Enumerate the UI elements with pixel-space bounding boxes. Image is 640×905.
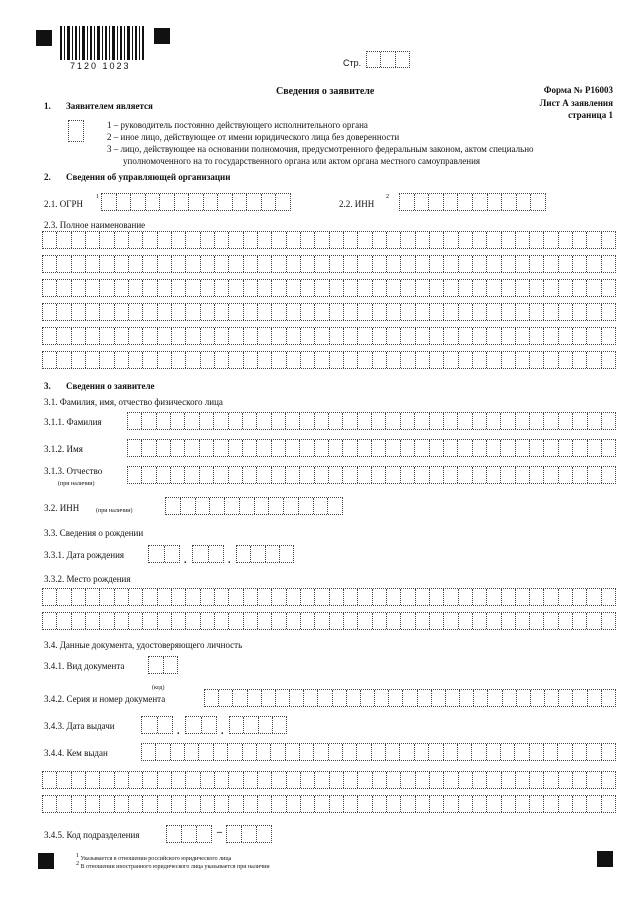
birth-month-field[interactable] [192, 545, 224, 563]
dept-code-dash: – [217, 827, 222, 838]
footnote-2 [76, 860, 270, 871]
ogrn-field[interactable] [101, 193, 291, 211]
section-2-title: Сведения об управляющей организации [66, 172, 231, 182]
org-fullname-field-row[interactable] [42, 231, 616, 249]
barcode-digits: 7120 1023 [70, 61, 131, 71]
birth-date-label: 3.3.1. Дата рождения [44, 550, 125, 560]
org-fullname-label: 2.3. Полное наименование [44, 220, 146, 230]
ogrn-footnote-ref: 1 [96, 194, 99, 200]
person-inn-label: 3.2. ИНН [44, 503, 80, 513]
footnote-2-text: В отношении иностранного юридического лица указывается при наличии [80, 864, 270, 870]
dept-code-field-part2[interactable] [226, 825, 272, 843]
doc-type-field[interactable] [148, 656, 178, 674]
doc-type-note: (код) [152, 685, 165, 691]
id-document-label: 3.4. Данные документа, удостоверяющего личность [44, 640, 243, 650]
person-inn-field[interactable] [165, 497, 343, 515]
doc-series-label: 3.4.2. Серия и номер документа [44, 694, 166, 704]
fio-label: 3.1. Фамилия, имя, отчество физического лица [44, 397, 223, 407]
doc-issuer-field-row[interactable] [42, 795, 616, 813]
org-fullname-field-row[interactable] [42, 327, 616, 345]
first-name-field[interactable] [127, 439, 616, 457]
section-2-number: 2. [44, 172, 51, 182]
surname-label: 3.1.1. Фамилия [44, 417, 102, 427]
birth-info-label: 3.3. Сведения о рождении [44, 528, 144, 538]
birth-day-field[interactable] [148, 545, 180, 563]
birth-date-dot: . [184, 555, 187, 566]
org-inn-footnote-ref: 2 [386, 194, 389, 200]
surname-field[interactable] [127, 412, 616, 430]
doc-series-field[interactable] [204, 689, 616, 707]
patronymic-label: 3.1.3. Отчество [44, 466, 103, 476]
org-fullname-field-row[interactable] [42, 255, 616, 273]
dept-code-label: 3.4.5. Код подразделения [44, 830, 140, 840]
patronymic-field[interactable] [127, 466, 616, 484]
birth-date-dot: . [228, 555, 231, 566]
org-fullname-field-row[interactable] [42, 351, 616, 369]
doc-issue-date-dot: . [221, 726, 224, 737]
sheet-label: Лист А заявления [539, 98, 613, 108]
doc-issuer-label: 3.4.4. Кем выдан [44, 748, 108, 758]
birth-year-field[interactable] [236, 545, 294, 563]
barcode-icon [60, 26, 144, 62]
org-fullname-field-row[interactable] [42, 303, 616, 321]
section-3-title: Сведения о заявителе [66, 381, 155, 391]
patronymic-note: (при наличии) [58, 481, 95, 487]
org-fullname-field-row[interactable] [42, 279, 616, 297]
applicant-option-2: 2 – иное лицо, действующее от имени юридического лица без доверенности [107, 132, 400, 142]
org-inn-field[interactable] [399, 193, 546, 211]
footnote-2-marker: 2 [76, 861, 79, 867]
doc-issuer-field-row[interactable] [42, 771, 616, 789]
corner-marker-bottom-left [38, 853, 54, 869]
first-name-label: 3.1.2. Имя [44, 444, 83, 454]
doc-issue-day-field[interactable] [141, 716, 173, 734]
birth-place-field-row[interactable] [42, 612, 616, 630]
corner-marker-bottom-right [597, 851, 613, 867]
doc-issuer-field-row[interactable] [141, 743, 616, 761]
applicant-option-3-cont: уполномоченного на то государственного органа или актом органа местного самоуправления [123, 156, 481, 166]
page-number-field[interactable] [366, 51, 410, 68]
birth-place-label: 3.3.2. Место рождения [44, 574, 131, 584]
footnote-1-text: Указывается в отношении российского юридического лица [80, 856, 232, 862]
applicant-option-3: 3 – лицо, действующее на основании полномочия, предусмотренного федеральным законом, актом специально [107, 144, 534, 154]
sheet-page-label: страница 1 [568, 110, 613, 120]
section-1-number: 1. [44, 101, 51, 111]
applicant-option-1: 1 – руководитель постоянно действующего исполнительного органа [107, 120, 368, 130]
person-inn-note: (при наличии) [96, 508, 133, 514]
section-3-number: 3. [44, 381, 51, 391]
org-inn-label: 2.2. ИНН [339, 199, 375, 209]
section-1-title: Заявителем является [66, 101, 153, 111]
applicant-type-field[interactable] [68, 120, 84, 142]
corner-marker-top-right [154, 28, 170, 44]
footnote-1-marker: 1 [76, 853, 79, 859]
page-label: Стр. [343, 58, 362, 68]
doc-issue-month-field[interactable] [185, 716, 217, 734]
ogrn-label: 2.1. ОГРН [44, 199, 83, 209]
doc-issue-date-label: 3.4.3. Дата выдачи [44, 721, 115, 731]
doc-issue-date-dot: . [177, 726, 180, 737]
dept-code-field-part1[interactable] [166, 825, 212, 843]
page-title: Сведения о заявителе [276, 86, 375, 97]
doc-type-label: 3.4.1. Вид документа [44, 661, 125, 671]
corner-marker-top-left [36, 30, 52, 46]
form-number: Форма № Р16003 [543, 85, 613, 95]
doc-issue-year-field[interactable] [229, 716, 287, 734]
birth-place-field-row[interactable] [42, 588, 616, 606]
